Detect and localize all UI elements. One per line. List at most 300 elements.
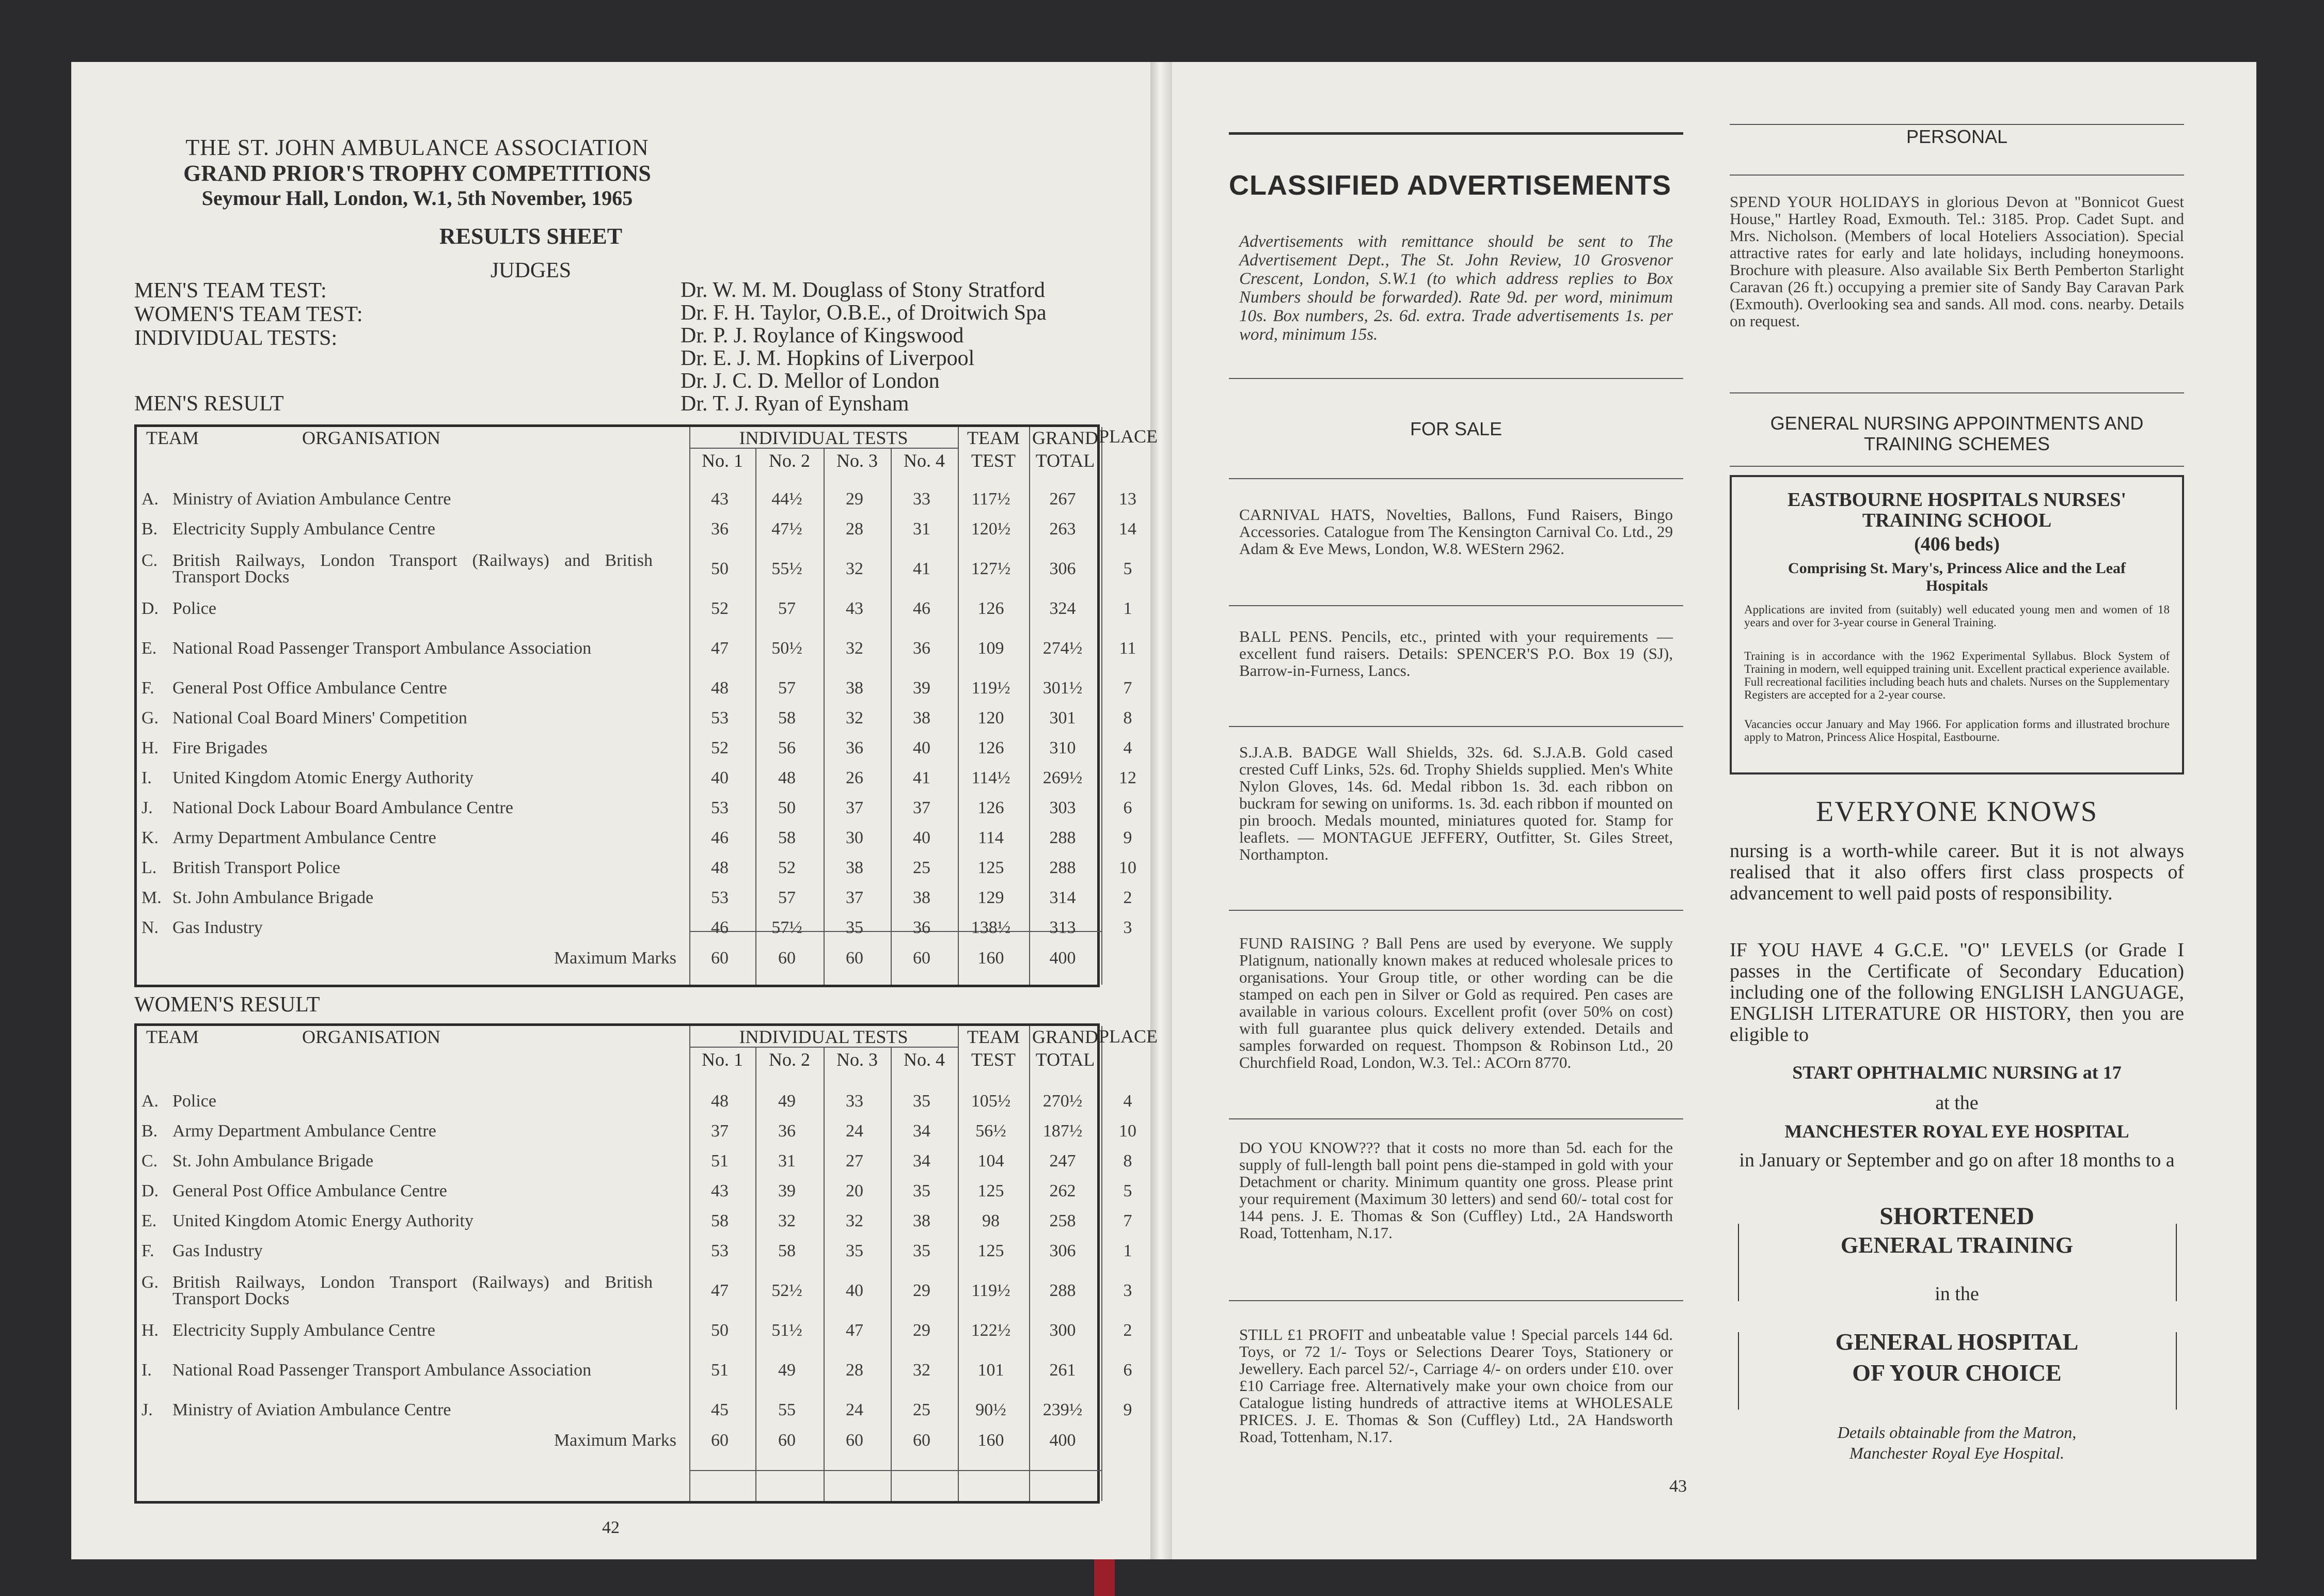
score-grand: 288 — [1049, 858, 1076, 877]
eastbourne-comprising: Comprising St. Mary's, Princess Alice and the Leaf Hospitals — [1788, 560, 2126, 594]
score-n3: 26 — [846, 768, 863, 787]
womens-no1-header: No. 1 — [702, 1049, 743, 1070]
score-n4: 34 — [913, 1121, 930, 1141]
score-place: 9 — [1123, 828, 1132, 847]
details-line-1: Details obtainable from the Matron, — [1837, 1423, 2077, 1442]
score-n1: 52 — [711, 599, 729, 618]
score-team: 129 — [977, 888, 1004, 907]
womens-teamtest-header-bottom: TEST — [971, 1049, 1016, 1070]
womens-grand-header-bottom: TOTAL — [1035, 1049, 1095, 1070]
score-n3: 37 — [846, 888, 863, 907]
ad-sjab-badge: S.J.A.B. BADGE Wall Shields, 32s. 6d. S.J.A.B. Gold cased crested Cuff Links, 52s. 6d. Trophy Shields supplied. Men's White Nylon Gloves, 14s. 6d. Medal ribbon 1s. 3d. each ribbon on buckram for sewing on uniforms. 1s. 3d. each ribbon if mounted on pin brooch. Medals mounted, miniatures quoted for. Stamp for leaflets. — MONTAGUE JEFFERY, Outfitter, St. Giles Street, Northampton. — [1239, 743, 1673, 863]
organisation-name: St. John Ambulance Brigade — [172, 1151, 374, 1171]
score-n4: 40 — [913, 738, 930, 757]
score-grand: 306 — [1049, 559, 1076, 578]
team-letter: H. — [141, 738, 159, 757]
organisation-cell — [134, 1266, 687, 1316]
heading-association: THE ST. JOHN AMBULANCE ASSOCIATION — [185, 135, 649, 160]
maximum-marks-label: Maximum Marks — [554, 949, 676, 968]
heading-venue: Seymour Hall, London, W.1, 5th November, 1965 — [201, 186, 633, 210]
organisation-name: National Road Passenger Transport Ambulance Association — [172, 1361, 592, 1380]
organisation-name: National Road Passenger Transport Ambulance Association — [172, 639, 592, 658]
eastbourne-para-3: Vacancies occur January and May 1966. For application forms and illustrated brochure apply to Matron, Princess Alice Hospital, Eastbourne. — [1744, 718, 2170, 744]
organisation-cell — [134, 484, 687, 514]
score-n4: 25 — [913, 1400, 930, 1419]
score-n2: 32 — [778, 1211, 796, 1230]
mens-team-header: TEAM — [146, 428, 199, 448]
score-place: 7 — [1123, 678, 1132, 698]
score-n4: 38 — [913, 888, 930, 907]
score-n4: 34 — [913, 1151, 930, 1171]
mens-no4-header: No. 4 — [904, 450, 945, 471]
score-n2: 57 — [778, 678, 796, 698]
team-letter: A. — [141, 1092, 159, 1111]
score-team: 127½ — [971, 559, 1011, 578]
womens-org-header: ORGANISATION — [302, 1026, 440, 1047]
team-letter: N. — [141, 918, 159, 937]
maximum-marks-row — [134, 943, 1157, 974]
results-sheet-title: RESULTS SHEET — [439, 224, 623, 249]
score-team: 114 — [978, 828, 1004, 847]
womens-team-header: TEAM — [146, 1026, 199, 1047]
score-place: 8 — [1123, 1151, 1132, 1171]
score-n4: 31 — [913, 519, 930, 539]
score-team: 114½ — [971, 768, 1010, 787]
team-letter: F. — [141, 1241, 154, 1260]
team-letter: I. — [141, 768, 152, 787]
mens-grand-header-top: GRAND — [1032, 428, 1098, 448]
organisation-cell — [134, 793, 687, 823]
table-row — [134, 1346, 1157, 1395]
team-letter: B. — [141, 519, 158, 539]
score-place: 14 — [1119, 519, 1136, 539]
score-n3: 40 — [846, 1281, 863, 1300]
max-team: 160 — [977, 949, 1004, 968]
ad-do-you-know: DO YOU KNOW??? that it costs no more than 5d. each for the supply of full-length ball point pens die-stamped in gold with your Detachment or charity. Minimum quantity one gross. Please print your requirement (Maximum 30 letters) and send 60/- total cost for 144 pens. J. E. Thomas & Son (Cuffley) Ltd., 2A Handsworth Road, Tottenham, N.17. — [1239, 1139, 1673, 1242]
table-row — [134, 1395, 1157, 1425]
score-team: 119½ — [971, 1281, 1010, 1300]
score-n4: 29 — [913, 1281, 930, 1300]
right-page — [1172, 62, 2256, 1559]
shortened: SHORTENED — [1879, 1203, 2034, 1230]
score-n3: 38 — [846, 858, 863, 877]
score-n3: 36 — [846, 738, 863, 757]
score-n3: 47 — [846, 1321, 863, 1340]
score-place: 1 — [1123, 599, 1132, 618]
score-n3: 43 — [846, 599, 863, 618]
mens-team-test-label: MEN'S TEAM TEST: — [134, 279, 327, 303]
organisation-name: Fire Brigades — [172, 738, 268, 757]
eastbourne-beds: (406 beds) — [1914, 533, 2000, 555]
organisation-name: General Post Office Ambulance Centre — [172, 678, 447, 698]
max-grand: 400 — [1049, 1431, 1076, 1450]
table-row — [134, 853, 1157, 883]
organisation-name: Ministry of Aviation Ambulance Centre — [172, 489, 451, 509]
mens-org-header: ORGANISATION — [302, 428, 440, 448]
womens-grand-header-top: GRAND — [1032, 1026, 1098, 1047]
score-grand: 187½ — [1042, 1121, 1083, 1141]
team-letter: J. — [141, 798, 153, 817]
score-n4: 35 — [913, 1241, 930, 1260]
score-place: 9 — [1123, 1400, 1132, 1419]
score-grand: 263 — [1049, 519, 1076, 539]
score-grand: 288 — [1049, 1281, 1076, 1300]
mens-no1-header: No. 1 — [702, 450, 743, 471]
everyone-para-2: IF YOU HAVE 4 G.C.E. "O" LEVELS (or Grade I passes in the Certificate of Secondary Education) including one of the following ENGLISH LANGUAGE, ENGLISH LITERATURE OR HISTORY, then you are eligible to — [1730, 939, 2184, 1046]
table-row — [134, 1266, 1157, 1316]
score-n3: 32 — [846, 708, 863, 728]
score-team: 90½ — [975, 1400, 1006, 1419]
at-the: at the — [1935, 1092, 1979, 1114]
score-team: 109 — [977, 639, 1004, 658]
judge-5: Dr. J. C. D. Mellor of London — [681, 369, 940, 393]
score-grand: 261 — [1049, 1361, 1076, 1380]
team-letter: D. — [141, 599, 159, 618]
score-n3: 27 — [846, 1151, 863, 1171]
table-row — [134, 823, 1157, 853]
team-letter: F. — [141, 678, 154, 698]
score-grand: 324 — [1049, 599, 1076, 618]
score-n1: 43 — [711, 1181, 729, 1200]
organisation-cell — [134, 763, 687, 793]
score-n2: 39 — [778, 1181, 796, 1200]
score-team: 122½ — [971, 1321, 1011, 1340]
score-n2: 55 — [778, 1400, 796, 1419]
maximum-marks-row — [134, 1425, 1157, 1456]
in-the: in the — [1935, 1283, 1979, 1305]
team-letter: M. — [141, 888, 162, 907]
max-n4: 60 — [913, 949, 930, 968]
score-n2: 47½ — [771, 519, 802, 539]
womens-no2-header: No. 2 — [769, 1049, 810, 1070]
score-grand: 239½ — [1042, 1400, 1083, 1419]
table-row — [134, 514, 1157, 544]
score-place: 12 — [1119, 768, 1136, 787]
score-n2: 31 — [778, 1151, 796, 1171]
score-grand: 306 — [1049, 1241, 1076, 1260]
score-n4: 35 — [913, 1092, 930, 1111]
score-n2: 58 — [778, 828, 796, 847]
eastbourne-para-1: Applications are invited from (suitably) well educated young men and women of 18 years and over for 3-year course in General Training. — [1744, 603, 2170, 629]
score-place: 11 — [1119, 639, 1136, 658]
score-n1: 53 — [711, 708, 729, 728]
score-grand: 301½ — [1042, 678, 1083, 698]
organisation-cell — [134, 853, 687, 883]
womens-teamtest-header-top: TEAM — [967, 1026, 1020, 1047]
score-n4: 25 — [913, 858, 930, 877]
score-n4: 32 — [913, 1361, 930, 1380]
score-n1: 46 — [711, 918, 729, 937]
score-n2: 57½ — [771, 918, 802, 937]
score-place: 1 — [1123, 1241, 1132, 1260]
organisation-name: Electricity Supply Ambulance Centre — [172, 519, 435, 539]
score-team: 104 — [977, 1151, 1004, 1171]
score-n3: 20 — [846, 1181, 863, 1200]
organisation-name: British Transport Police — [172, 858, 340, 877]
general-training: GENERAL TRAINING — [1840, 1232, 2074, 1258]
organisation-name: National Coal Board Miners' Competition — [172, 708, 467, 728]
general-hospital-line-2: OF YOUR CHOICE — [1852, 1360, 2062, 1386]
table-row — [134, 673, 1157, 703]
score-place: 13 — [1119, 489, 1136, 509]
table-row — [134, 1176, 1157, 1206]
score-place: 4 — [1123, 1092, 1132, 1111]
judge-list — [681, 279, 1047, 415]
score-n3: 37 — [846, 798, 863, 817]
team-letter: G. — [141, 708, 159, 728]
judge-3: Dr. P. J. Roylance of Kingswood — [681, 324, 964, 347]
score-team: 119½ — [971, 678, 1010, 698]
table-row — [134, 763, 1157, 793]
ad-ball-pens: BALL PENS. Pencils, etc., printed with your requirements — excellent fund raisers. Details: SPENCER'S P.O. Box 19 (SJ), Barrow-in-Furness, Lancs. — [1239, 627, 1673, 680]
score-n4: 35 — [913, 1181, 930, 1200]
organisation-name: National Dock Labour Board Ambulance Centre — [172, 798, 513, 817]
max-n2: 60 — [778, 949, 796, 968]
womens-no4-header: No. 4 — [904, 1049, 945, 1070]
organisation-cell — [134, 514, 687, 544]
page-number-left: 42 — [602, 1518, 620, 1537]
score-n4: 33 — [913, 489, 930, 509]
judge-1: Dr. W. M. M. Douglass of Stony Stratford — [681, 278, 1045, 302]
general-hospital-line-1: GENERAL HOSPITAL — [1835, 1329, 2079, 1355]
organisation-name: Army Department Ambulance Centre — [172, 1121, 436, 1141]
score-n3: 32 — [846, 559, 863, 578]
table-row — [134, 594, 1157, 624]
start-ophthalmic: START OPHTHALMIC NURSING at 17 — [1792, 1062, 2122, 1083]
score-n2: 52 — [778, 858, 796, 877]
score-grand: 274½ — [1042, 639, 1083, 658]
months-line: in January or September and go on after 18 months to a — [1739, 1149, 2175, 1171]
score-n2: 49 — [778, 1092, 796, 1111]
max-grand: 400 — [1049, 949, 1076, 968]
organisation-cell — [134, 1176, 687, 1206]
score-n1: 52 — [711, 738, 729, 757]
score-team: 117½ — [971, 489, 1010, 509]
score-team: 125 — [977, 858, 1004, 877]
score-grand: 314 — [1049, 888, 1076, 907]
table-row — [134, 1206, 1157, 1236]
organisation-cell — [134, 1346, 687, 1395]
score-n3: 24 — [846, 1400, 863, 1419]
details-line-2: Manchester Royal Eye Hospital. — [1849, 1444, 2064, 1462]
score-n4: 38 — [913, 1211, 930, 1230]
womens-team-test-label: WOMEN'S TEAM TEST: — [134, 303, 363, 326]
table-row — [134, 703, 1157, 733]
organisation-name: Gas Industry — [172, 918, 263, 937]
score-team: 98 — [982, 1211, 1000, 1230]
judge-2: Dr. F. H. Taylor, O.B.E., of Droitwich Spa — [681, 301, 1047, 325]
table-row — [134, 1316, 1157, 1346]
organisation-name: United Kingdom Atomic Energy Authority — [172, 768, 473, 787]
score-n1: 53 — [711, 888, 729, 907]
organisation-cell — [134, 1146, 687, 1176]
womens-result-title: WOMEN'S RESULT — [134, 993, 320, 1017]
organisation-name: British Railways, London Transport (Railways) and British Transport Docks — [172, 551, 653, 587]
score-team: 138½ — [971, 918, 1011, 937]
score-n2: 44½ — [771, 489, 802, 509]
team-letter: K. — [141, 828, 159, 847]
score-n1: 37 — [711, 1121, 729, 1141]
score-place: 8 — [1123, 708, 1132, 728]
score-n2: 52½ — [771, 1281, 802, 1300]
score-place: 3 — [1123, 1281, 1132, 1300]
ad-fund-raising: FUND RAISING ? Ball Pens are used by everyone. We supply Platignum, nationally known makes at reduced wholesale prices to organisations. Your Group title, or other wording can be die stamped on each pen in Silver or Gold as required. Pen cases are available in various colours. Excellent profit (over 50% on cost) with full guarantee plus quick delivery extended. Details and samples forwarded on request. Thompson & Robinson Ltd., 20 Churchfield Road, London, W.3. Tel.: ACOrn 8770. — [1239, 934, 1673, 1071]
organisation-cell — [134, 1206, 687, 1236]
score-n2: 50 — [778, 798, 796, 817]
organisation-cell — [134, 1086, 687, 1116]
score-n3: 35 — [846, 918, 863, 937]
team-letter: H. — [141, 1321, 159, 1340]
score-grand: 269½ — [1042, 768, 1083, 787]
mens-individual-header: INDIVIDUAL TESTS — [739, 428, 908, 448]
score-place: 5 — [1123, 1181, 1132, 1200]
everyone-para-1: nursing is a worth-while career. But it is not always realised that it also offers first class prospects of advancement to well paid posts of responsibility. — [1730, 840, 2184, 904]
table-row — [134, 1116, 1157, 1146]
womens-individual-header: INDIVIDUAL TESTS — [739, 1026, 908, 1047]
judge-4: Dr. E. J. M. Hopkins of Liverpool — [681, 346, 975, 370]
organisation-cell — [134, 1316, 687, 1346]
classified-intro: Advertisements with remittance should be sent to The Advertisement Dept., The St. John Review, 10 Grosvenor Crescent, London, S.W.1 (to which address replies to Box Numbers should be forwarded). Rate 9d. per word, minimum 10s. Box numbers, 2s. 6d. extra. Trade advertisements 1s. per word, minimum 15s. — [1239, 232, 1673, 344]
score-n1: 51 — [711, 1151, 729, 1171]
team-letter: D. — [141, 1181, 159, 1200]
score-n3: 29 — [846, 489, 863, 509]
score-n4: 37 — [913, 798, 930, 817]
score-team: 101 — [977, 1361, 1004, 1380]
organisation-name: Police — [172, 599, 216, 618]
score-n4: 38 — [913, 708, 930, 728]
organisation-cell — [134, 594, 687, 624]
mens-teamtest-header-bottom: TEST — [971, 450, 1016, 471]
organisation-name: Police — [172, 1092, 216, 1111]
ad-carnival-hats: CARNIVAL HATS, Novelties, Ballons, Fund Raisers, Bingo Accessories. Catalogue from The Kensington Carnival Co. Ltd., 29 Adam & Eve Mews, London, W.8. WEStern 2962. — [1239, 505, 1673, 558]
score-place: 4 — [1123, 738, 1132, 757]
score-grand: 301 — [1049, 708, 1076, 728]
table-row — [134, 1086, 1157, 1116]
score-place: 7 — [1123, 1211, 1132, 1230]
score-grand: 313 — [1049, 918, 1076, 937]
organisation-cell — [134, 703, 687, 733]
score-n1: 47 — [711, 639, 729, 658]
score-n1: 48 — [711, 1092, 729, 1111]
score-place: 3 — [1123, 918, 1132, 937]
organisation-name: Electricity Supply Ambulance Centre — [172, 1321, 435, 1340]
organisation-name: Gas Industry — [172, 1241, 263, 1260]
score-n4: 41 — [913, 559, 930, 578]
judges-title: JUDGES — [490, 259, 572, 282]
mens-rows — [134, 484, 1157, 974]
womens-no3-header: No. 3 — [836, 1049, 878, 1070]
score-grand: 303 — [1049, 798, 1076, 817]
organisation-cell — [134, 624, 687, 673]
max-n1: 60 — [711, 1431, 729, 1450]
organisation-cell — [134, 913, 687, 943]
score-grand: 310 — [1049, 738, 1076, 757]
score-place: 2 — [1123, 1321, 1132, 1340]
organisation-name: General Post Office Ambulance Centre — [172, 1181, 447, 1200]
table-row — [134, 624, 1157, 673]
score-n4: 36 — [913, 918, 930, 937]
score-place: 10 — [1119, 1121, 1136, 1141]
team-letter: E. — [141, 1211, 157, 1230]
max-n1: 60 — [711, 949, 729, 968]
everyone-knows-title: EVERYONE KNOWS — [1816, 796, 2098, 828]
mens-result-title: MEN'S RESULT — [134, 392, 284, 416]
classified-title: CLASSIFIED ADVERTISEMENTS — [1229, 170, 1672, 201]
mens-no2-header: No. 2 — [769, 450, 810, 471]
womens-place-header: PLACE — [1099, 1026, 1158, 1047]
score-n1: 48 — [711, 858, 729, 877]
page-number-right: 43 — [1669, 1477, 1687, 1496]
score-n3: 30 — [846, 828, 863, 847]
table-row — [134, 913, 1157, 943]
score-grand: 258 — [1049, 1211, 1076, 1230]
score-n1: 47 — [711, 1281, 729, 1300]
organisation-cell — [134, 1395, 687, 1425]
organisation-cell — [134, 544, 687, 594]
score-grand: 247 — [1049, 1151, 1076, 1171]
left-page — [71, 62, 1158, 1559]
team-letter: G. — [141, 1273, 159, 1292]
score-n1: 53 — [711, 1241, 729, 1260]
personal-ad: SPEND YOUR HOLIDAYS in glorious Devon at "Bonnicot Guest House," Hartley Road, Exmouth. Tel.: 3185. Prop. Cadet Supt. and Mrs. Nicholson. (Members of local Hoteliers Association). Special attractive rates for early and late holidays, including honeymoons. Brochure with pleasure. Also available Six Berth Pemberton Starlight Caravan (26 ft.) occupying a premier site of Sandy Bay Caravan Park (Exmouth). Overlooking sea and sands. All mod. cons. nearby. Details on request. — [1730, 193, 2184, 330]
score-n2: 57 — [778, 888, 796, 907]
score-grand: 270½ — [1042, 1092, 1083, 1111]
organisation-name: United Kingdom Atomic Energy Authority — [172, 1211, 473, 1230]
score-team: 105½ — [971, 1092, 1011, 1111]
score-n1: 50 — [711, 559, 729, 578]
mens-teamtest-header-top: TEAM — [967, 428, 1020, 448]
score-n3: 38 — [846, 678, 863, 698]
score-n4: 29 — [913, 1321, 930, 1340]
score-place: 2 — [1123, 888, 1132, 907]
score-n1: 43 — [711, 489, 729, 509]
score-n1: 53 — [711, 798, 729, 817]
max-n3: 60 — [846, 1431, 863, 1450]
team-letter: J. — [141, 1400, 153, 1419]
score-grand: 267 — [1049, 489, 1076, 509]
score-n4: 40 — [913, 828, 930, 847]
score-team: 56½ — [975, 1121, 1006, 1141]
team-letter: E. — [141, 639, 157, 658]
score-n4: 41 — [913, 768, 930, 787]
score-n1: 40 — [711, 768, 729, 787]
team-letter: C. — [141, 551, 158, 570]
score-n3: 24 — [846, 1121, 863, 1141]
mens-place-header: PLACE — [1099, 426, 1158, 447]
score-grand: 300 — [1049, 1321, 1076, 1340]
score-place: 6 — [1123, 1361, 1132, 1380]
team-letter: I. — [141, 1361, 152, 1380]
organisation-name: St. John Ambulance Brigade — [172, 888, 374, 907]
score-n2: 55½ — [771, 559, 802, 578]
score-n3: 28 — [846, 519, 863, 539]
score-n4: 39 — [913, 678, 930, 698]
score-place: 10 — [1119, 858, 1136, 877]
score-n2: 51½ — [771, 1321, 802, 1340]
score-team: 126 — [977, 798, 1004, 817]
table-row — [134, 793, 1157, 823]
score-n3: 35 — [846, 1241, 863, 1260]
eastbourne-ad-box — [1730, 475, 2184, 775]
organisation-cell — [134, 883, 687, 913]
score-n3: 32 — [846, 1211, 863, 1230]
team-letter: L. — [141, 858, 157, 877]
score-n3: 28 — [846, 1361, 863, 1380]
score-n1: 45 — [711, 1400, 729, 1419]
score-n2: 50½ — [771, 639, 802, 658]
table-row — [134, 1146, 1157, 1176]
organisation-cell — [134, 1236, 687, 1266]
